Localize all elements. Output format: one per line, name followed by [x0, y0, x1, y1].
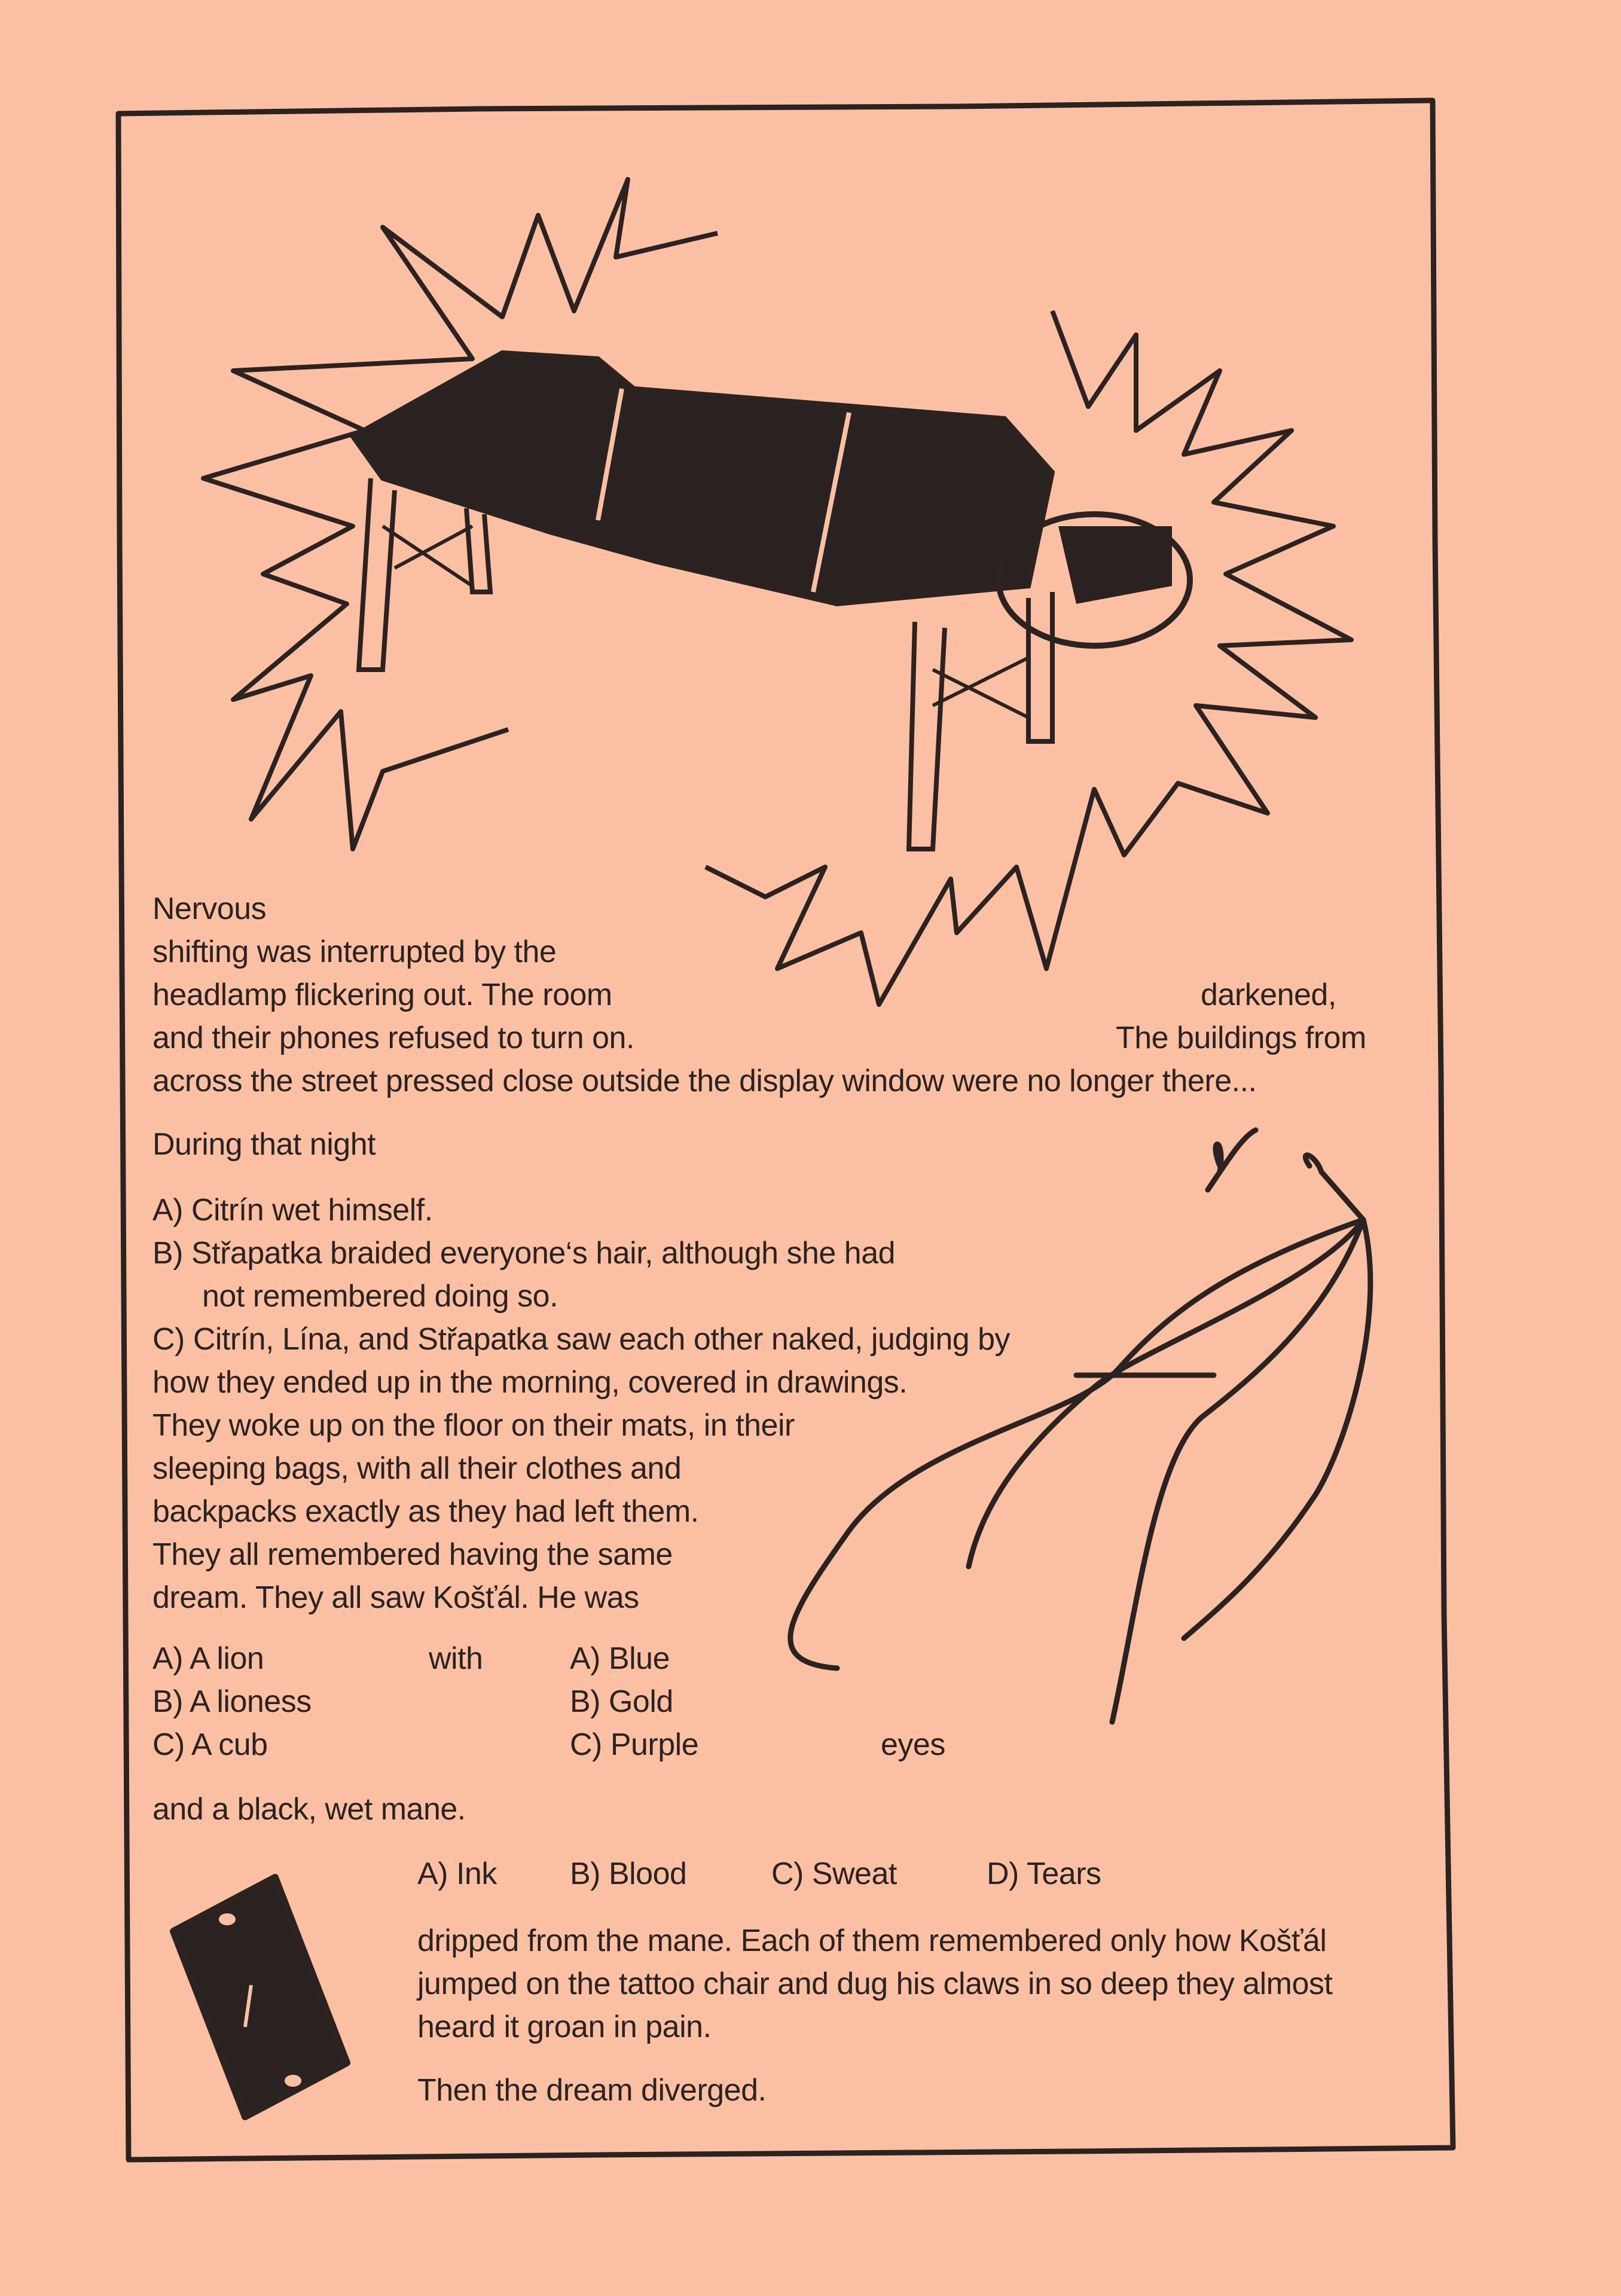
massage-table-drawing: [353, 353, 1190, 849]
night-heading: During that night: [152, 1127, 376, 1162]
intro-line-4a: and their phones refused to turn on.: [152, 1021, 634, 1055]
liquid-option-d: D) Tears: [987, 1857, 1101, 1891]
intro-line-4b: The buildings from: [1116, 1021, 1366, 1055]
night-option-b-2: not remembered doing so.: [202, 1279, 558, 1314]
intro-line-5: across the street pressed close outside the display window were no longer there...: [152, 1064, 1257, 1098]
creature-option-c: C) A cub: [152, 1727, 268, 1762]
woke-line: They woke up on the floor on their mats, in their: [152, 1408, 795, 1443]
woke-line: dream. They all saw Košťál. He was: [152, 1580, 639, 1615]
creature-eyes: eyes: [881, 1727, 945, 1762]
woke-line: backpacks exactly as they had left them.: [152, 1494, 699, 1529]
night-option-c-2: how they ended up in the morning, covered in drawings.: [152, 1365, 908, 1400]
drip-line: jumped on the tattoo chair and dug his claws in so deep they almost: [417, 1967, 1333, 2001]
intro-line-3a: headlamp flickering out. The room: [152, 978, 612, 1012]
liquid-option-c: C) Sweat: [771, 1857, 897, 1891]
night-option-b-1: B) Střapatka braided everyone‘s hair, although she had: [152, 1236, 896, 1271]
intro-line-1: Nervous: [152, 891, 267, 926]
liquid-option-b: B) Blood: [570, 1857, 687, 1891]
night-option-c-1: C) Citrín, Lína, and Střapatka saw each other naked, judging by: [152, 1322, 1011, 1357]
drip-line: dripped from the mane. Each of them remembered only how Košťál: [417, 1923, 1327, 1958]
color-option-c: C) Purple: [570, 1727, 699, 1762]
intro-line-2: shifting was interrupted by the: [152, 935, 557, 969]
creature-option-b: B) A lioness: [152, 1684, 312, 1719]
mane-line: and a black, wet mane.: [152, 1792, 466, 1827]
woke-paragraph: [152, 1404, 795, 1619]
creature-with: with: [429, 1641, 483, 1676]
phone-drawing: [173, 1877, 347, 2117]
color-option-a: A) Blue: [570, 1641, 670, 1676]
intro-line-3b: darkened,: [1201, 978, 1336, 1012]
drip-line: heard it groan in pain.: [417, 2010, 712, 2044]
liquid-option-a: A) Ink: [417, 1857, 497, 1891]
color-option-b: B) Gold: [570, 1684, 673, 1719]
woke-line: sleeping bags, with all their clothes and: [152, 1451, 682, 1486]
drip-paragraph: [417, 1919, 1332, 2048]
strands-drawing: [790, 1130, 1370, 1722]
ending-line: Then the dream diverged.: [417, 2073, 767, 2108]
creature-option-a: A) A lion: [152, 1641, 264, 1676]
woke-line: They all remembered having the same: [152, 1537, 673, 1572]
night-option-a: A) Citrín wet himself.: [152, 1193, 433, 1228]
